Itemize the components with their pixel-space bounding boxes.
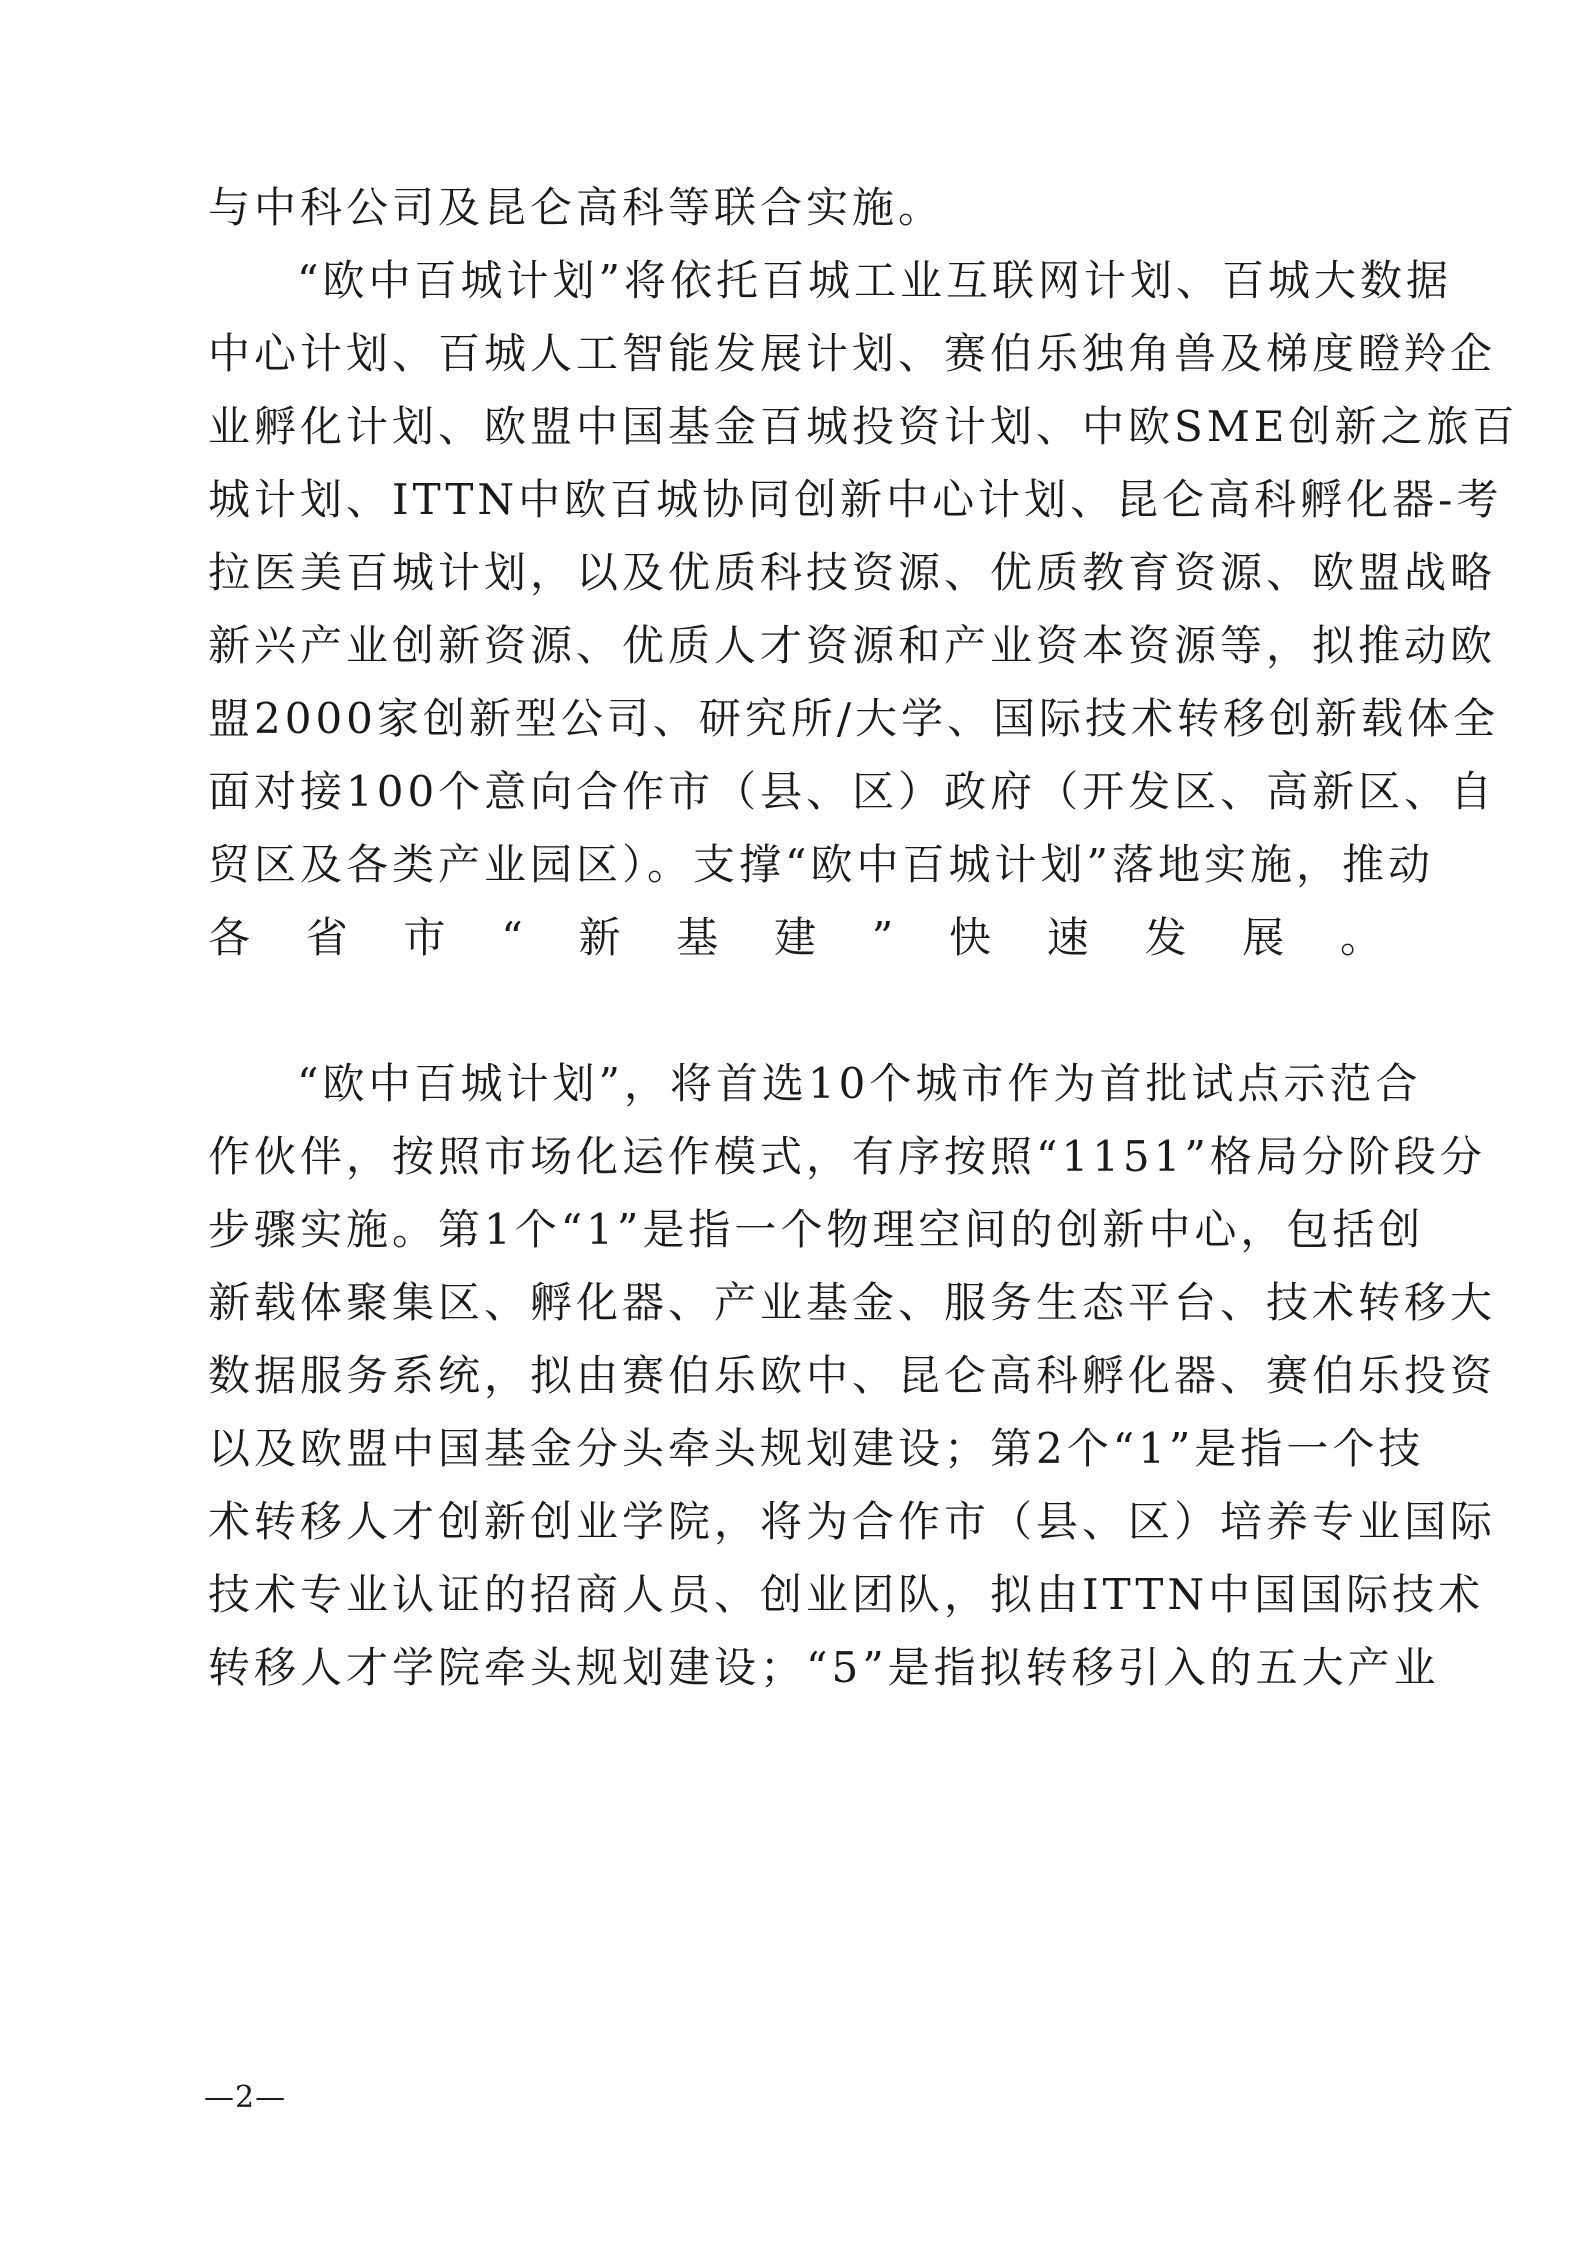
paragraph-2-line-5: 拉医美百城计划，以及优质科技资源、优质教育资源、欧盟战略 xyxy=(208,548,1497,597)
paragraph-3-line-6: 以及欧盟中国基金分头牵头规划建设；第2个“1”是指一个技 xyxy=(208,1424,1425,1473)
paragraph-3-line-1: “欧中百城计划”，将首选10个城市作为首批试点示范合 xyxy=(297,1059,1422,1108)
paragraph-2-line-2: 中心计划、百城人工智能发展计划、赛伯乐独角兽及梯度瞪羚企 xyxy=(208,329,1497,378)
paragraph-2-line-7: 盟2000家创新型公司、研究所/大学、国际技术转移创新载体全 xyxy=(208,694,1500,743)
paragraph-2-line-9: 贸区及各类产业园区）。支撑“欧中百城计划”落地实施，推动 xyxy=(208,840,1434,889)
paragraph-3-line-8: 技术专业认证的招商人员、创业团队，拟由ITTN中国国际技术 xyxy=(208,1570,1485,1619)
paragraph-1-line-1: 与中科公司及昆仑高科等联合实施。 xyxy=(208,183,945,232)
paragraph-2-line-10: 各省市“新基建”快速发展。 xyxy=(208,913,1386,962)
paragraph-2-line-6: 新兴产业创新资源、优质人才资源和产业资本资源等，拟推动欧 xyxy=(208,621,1497,670)
paragraph-3-line-3: 步骤实施。第1个“1”是指一个物理空间的创新中心，包括创 xyxy=(208,1205,1425,1254)
paragraph-3-line-10 xyxy=(208,1713,1386,1769)
paragraph-3-line-2: 作伙伴，按照市场化运作模式，有序按照“1151”格局分阶段分 xyxy=(208,1132,1486,1181)
paragraph-2-line-4: 城计划、ITTN中欧百城协同创新中心计划、昆仑高科孵化器-考 xyxy=(208,475,1503,524)
paragraph-2-line-1: “欧中百城计划”将依托百城工业互联网计划、百城大数据 xyxy=(297,256,1452,305)
paragraph-3-line-4: 新载体聚集区、孵化器、产业基金、服务生态平台、技术转移大 xyxy=(208,1278,1497,1327)
paragraph-2-line-11 xyxy=(208,983,1388,1039)
paragraph-3-line-5: 数据服务系统，拟由赛伯乐欧中、昆仑高科孵化器、赛伯乐投资 xyxy=(208,1351,1497,1400)
page-number: —2— xyxy=(204,2080,287,2115)
paragraph-3-line-7: 术转移人才创新创业学院，将为合作市（县、区）培养专业国际 xyxy=(208,1497,1497,1546)
paragraph-3-line-9: 转移人才学院牵头规划建设；“5”是指拟转移引入的五大产业 xyxy=(208,1643,1440,1692)
paragraph-2-line-3: 业孵化计划、欧盟中国基金百城投资计划、中欧SME创新之旅百 xyxy=(208,402,1519,451)
paragraph-2-line-8: 面对接100个意向合作市（县、区）政府（开发区、高新区、自 xyxy=(208,767,1497,816)
